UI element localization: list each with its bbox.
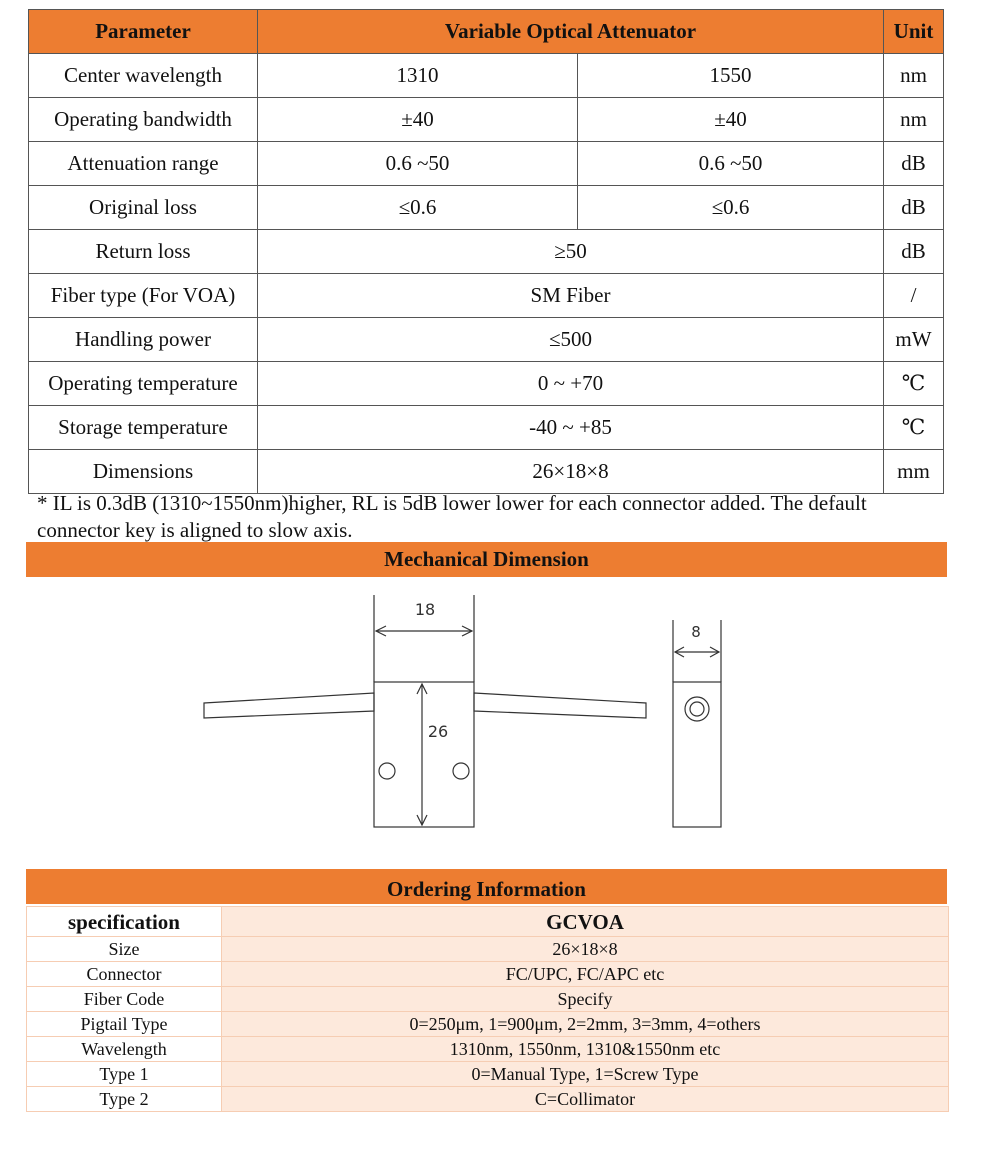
value-cell: 1550 — [578, 54, 884, 98]
ordering-key: Type 1 — [27, 1062, 222, 1087]
table-row — [29, 362, 944, 406]
value-cell: 0.6 ~50 — [578, 142, 884, 186]
param-cell: Fiber type (For VOA) — [29, 274, 258, 318]
table-row — [27, 1012, 949, 1037]
value-cell: 0.6 ~50 — [258, 142, 578, 186]
depth-dimension-label: 8 — [691, 623, 701, 641]
param-cell: Dimensions — [29, 450, 258, 494]
table-row — [29, 406, 944, 450]
ordering-key: Connector — [27, 962, 222, 987]
table-row — [27, 987, 949, 1012]
value-cell: ≥50 — [258, 230, 884, 274]
header-product: Variable Optical Attenuator — [258, 10, 884, 54]
value-cell: ±40 — [258, 98, 578, 142]
ordering-key: Fiber Code — [27, 987, 222, 1012]
value-cell: 0 ~ +70 — [258, 362, 884, 406]
unit-cell: ℃ — [884, 406, 944, 450]
ordering-value: 0=Manual Type, 1=Screw Type — [222, 1062, 949, 1087]
ordering-value: C=Collimator — [222, 1087, 949, 1112]
left-pigtail — [204, 693, 374, 718]
ordering-value: 1310nm, 1550nm, 1310&1550nm etc — [222, 1037, 949, 1062]
model-code: GCVOA — [222, 907, 949, 937]
header-unit: Unit — [884, 10, 944, 54]
table-row — [29, 54, 944, 98]
value-cell: -40 ~ +85 — [258, 406, 884, 450]
value-cell: ≤0.6 — [258, 186, 578, 230]
header-parameter: Parameter — [29, 10, 258, 54]
unit-cell: ℃ — [884, 362, 944, 406]
unit-cell: nm — [884, 54, 944, 98]
fiber-port-outer — [685, 697, 709, 721]
ordering-information-title: Ordering Information — [26, 869, 947, 904]
table-row — [27, 937, 949, 962]
spec-header-row — [29, 10, 944, 54]
ordering-key: Size — [27, 937, 222, 962]
table-row — [27, 962, 949, 987]
footnote: * IL is 0.3dB (1310~1550nm)higher, RL is 5dB lower lower for each connector added. The default connector key is aligned to slow axis. — [37, 491, 867, 542]
ordering-key: Wavelength — [27, 1037, 222, 1062]
value-cell: 1310 — [258, 54, 578, 98]
mechanical-dimension-title: Mechanical Dimension — [26, 542, 947, 577]
ordering-value: 0=250μm, 1=900μm, 2=2mm, 3=3mm, 4=others — [222, 1012, 949, 1037]
unit-cell: mW — [884, 318, 944, 362]
value-cell: ≤0.6 — [578, 186, 884, 230]
ordering-key: Type 2 — [27, 1087, 222, 1112]
ordering-value: FC/UPC, FC/APC etc — [222, 962, 949, 987]
param-cell: Center wavelength — [29, 54, 258, 98]
value-cell: SM Fiber — [258, 274, 884, 318]
right-pigtail — [474, 693, 646, 718]
unit-cell: dB — [884, 186, 944, 230]
unit-cell: nm — [884, 98, 944, 142]
attenuator-body — [374, 682, 474, 827]
value-cell: 26×18×8 — [258, 450, 884, 494]
param-cell: Return loss — [29, 230, 258, 274]
ordering-table — [26, 906, 949, 1112]
param-cell: Handling power — [29, 318, 258, 362]
ordering-header-row — [27, 907, 949, 937]
table-row — [29, 318, 944, 362]
table-row — [29, 186, 944, 230]
param-cell: Operating bandwidth — [29, 98, 258, 142]
mechanical-drawing — [0, 585, 981, 835]
value-cell: ±40 — [578, 98, 884, 142]
unit-cell: dB — [884, 142, 944, 186]
param-cell: Attenuation range — [29, 142, 258, 186]
table-row — [29, 142, 944, 186]
fiber-port-inner — [690, 702, 704, 716]
unit-cell: dB — [884, 230, 944, 274]
param-cell: Storage temperature — [29, 406, 258, 450]
table-row — [27, 1037, 949, 1062]
value-cell: ≤500 — [258, 318, 884, 362]
table-row — [29, 98, 944, 142]
ordering-value: 26×18×8 — [222, 937, 949, 962]
table-row — [27, 1062, 949, 1087]
param-cell: Operating temperature — [29, 362, 258, 406]
mounting-hole — [453, 763, 469, 779]
table-row — [29, 230, 944, 274]
spec-table — [28, 9, 944, 494]
height-dimension-label: 26 — [427, 722, 449, 741]
mounting-hole — [379, 763, 395, 779]
table-row — [29, 450, 944, 494]
table-row — [27, 1087, 949, 1112]
spec-label: specification — [27, 907, 222, 937]
unit-cell: / — [884, 274, 944, 318]
unit-cell: mm — [884, 450, 944, 494]
param-cell: Original loss — [29, 186, 258, 230]
side-view-body — [673, 682, 721, 827]
ordering-value: Specify — [222, 987, 949, 1012]
ordering-key: Pigtail Type — [27, 1012, 222, 1037]
width-dimension-label: 18 — [414, 600, 436, 619]
table-row — [29, 274, 944, 318]
